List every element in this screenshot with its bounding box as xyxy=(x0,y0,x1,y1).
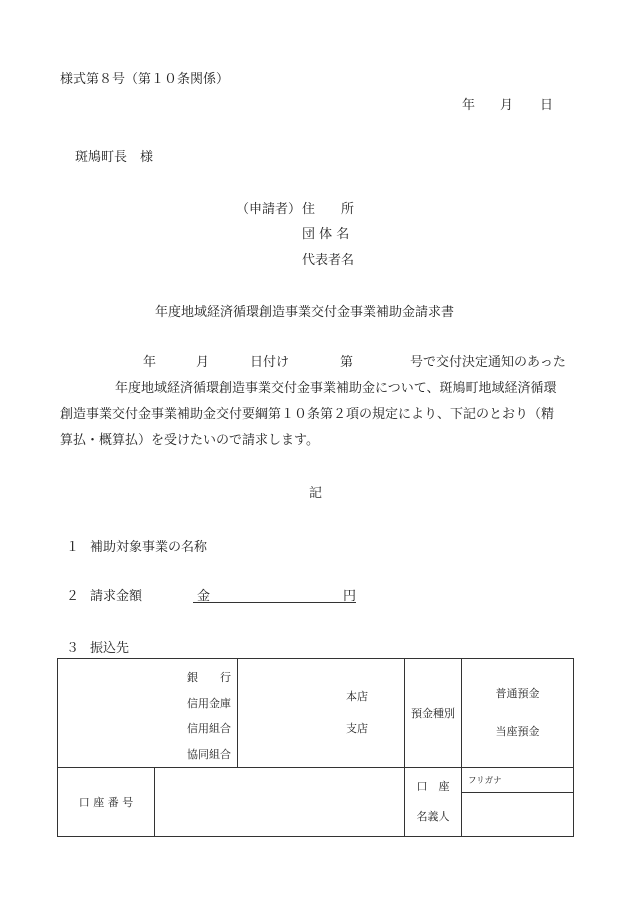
financial-institution-cell[interactable] xyxy=(58,659,238,768)
date-day: 日 xyxy=(540,98,554,113)
account-holder-label-cell xyxy=(405,768,462,837)
account-number-label: 口 座 番 号 xyxy=(58,768,155,837)
deposit-futsu: 普通預金 xyxy=(495,687,540,700)
institution-shinkumi: 信用組合 xyxy=(187,722,231,735)
organization-label: 団 体 名 xyxy=(302,227,350,242)
body-line1-year: 年 xyxy=(143,355,157,370)
deposit-type-label: 預金種別 xyxy=(405,659,462,768)
document-title: 年度地域経済循環創造事業交付金事業補助金請求書 xyxy=(155,305,455,320)
item2-label: 請求金額 xyxy=(90,589,143,604)
account-holder-name-field[interactable] xyxy=(462,793,573,836)
branch-shiten: 支店 xyxy=(346,722,368,735)
date-year: 年 xyxy=(462,98,476,113)
branch-honten: 本店 xyxy=(346,690,368,703)
item3-number: ３ xyxy=(66,641,80,656)
item1-label: 補助対象事業の名称 xyxy=(90,540,208,555)
account-holder-cell[interactable] xyxy=(462,768,574,837)
body-line1-dated: 日付け xyxy=(250,355,290,370)
furigana-label: フリガナ xyxy=(468,776,502,786)
body-line2: 年度地域経済循環創造事業交付金事業補助金について、斑鳩町地域経済循環 xyxy=(115,381,557,396)
furigana-row[interactable] xyxy=(462,768,573,793)
account-number-field[interactable] xyxy=(155,768,405,837)
body-line3: 創造事業交付金事業補助金交付要綱第１０条第２項の規定により、下記のとおり（精 xyxy=(60,407,555,422)
institution-shinkin: 信用金庫 xyxy=(187,696,231,710)
deposit-type-cell[interactable] xyxy=(462,659,574,768)
holder-label-koza: 口 座 xyxy=(416,780,450,793)
institution-bank: 銀 行 xyxy=(187,671,231,684)
amount-yen: 円 xyxy=(343,589,357,604)
deposit-toza: 当座預金 xyxy=(495,725,540,738)
address-label: 住 所 xyxy=(302,202,355,217)
representative-label: 代表者名 xyxy=(302,253,355,268)
body-line1-dai: 第 xyxy=(340,355,354,370)
institution-kyodo: 協同組合 xyxy=(187,747,231,761)
branch-cell[interactable] xyxy=(238,659,405,768)
item2-number: ２ xyxy=(66,589,80,604)
amount-underline xyxy=(193,602,356,603)
bank-transfer-table xyxy=(57,658,574,837)
body-line1-month: 月 xyxy=(196,355,210,370)
body-line4: 算払・概算払）を受けたいので請求します。 xyxy=(60,433,319,448)
item3-label: 振込先 xyxy=(90,641,130,656)
ki-heading: 記 xyxy=(309,486,323,501)
form-number: 様式第８号（第１０条関係） xyxy=(60,72,230,87)
item1-number: １ xyxy=(66,540,80,555)
addressee: 斑鳩町長 様 xyxy=(75,150,154,165)
date-month: 月 xyxy=(500,98,514,113)
amount-kin: 金 xyxy=(197,589,211,604)
body-line1-rest: 号で交付決定通知のあった xyxy=(410,355,566,370)
applicant-role: （申請者） xyxy=(236,202,302,217)
holder-label-meiginin: 名義人 xyxy=(416,810,450,823)
